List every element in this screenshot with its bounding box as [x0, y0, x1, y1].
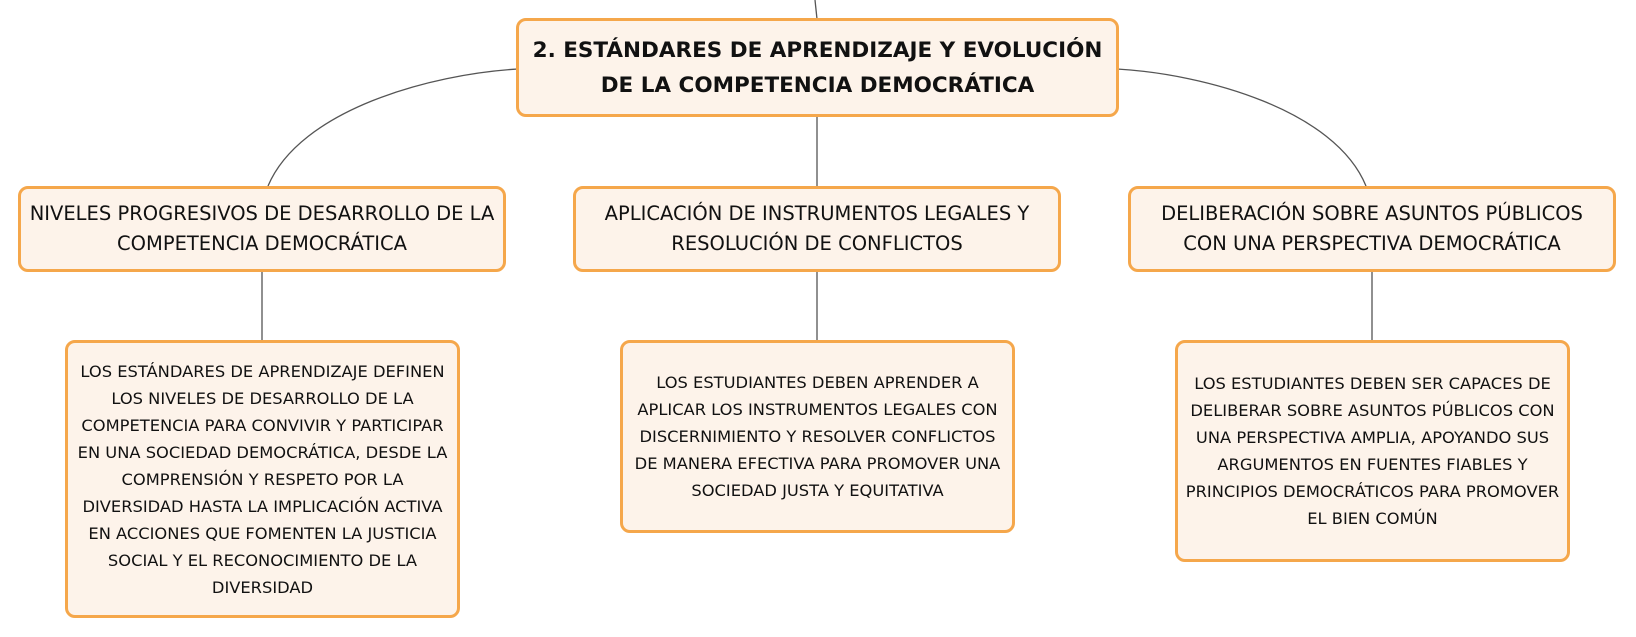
detail-node-2[interactable] [620, 340, 1015, 533]
connector-incoming [815, 0, 817, 19]
branch-node-2-text: APLICACIÓN DE INSTRUMENTOS LEGALES Y RESOLUCIÓN DE CONFLICTOS [604, 202, 1030, 255]
connector-root-to-branch-3 [1117, 69, 1366, 186]
root-node[interactable] [516, 18, 1119, 117]
detail-node-3[interactable] [1175, 340, 1570, 562]
branch-node-2[interactable] [573, 186, 1061, 272]
detail-node-1-text: LOS ESTÁNDARES DE APRENDIZAJE DEFINEN LOS NIVELES DE DESARROLLO DE LA COMPETENCIA PARA CONVIVIR Y PARTICIPAR EN UNA SOCIEDAD DEMOCRÁTICA, DESDE LA COMPRENSIÓN Y RESPETO POR LA DIVERSIDAD HASTA LA IMPLICACIÓN ACTIVA EN ACCIONES QUE FOMENTEN LA JUSTICIA SOCIAL Y EL RECONOCIMIENTO DE LA DIVERSIDAD [77, 361, 448, 597]
connector-root-to-branch-1 [268, 69, 518, 186]
branch-node-3[interactable] [1128, 186, 1616, 272]
detail-node-2-text: LOS ESTUDIANTES DEBEN APRENDER A APLICAR LOS INSTRUMENTOS LEGALES CON DISCERNIMIENTO Y RESOLVER CONFLICTOS DE MANERA EFECTIVA PARA PROMOVER UNA SOCIEDAD JUSTA Y EQUITATIVA [634, 373, 1001, 500]
detail-node-3-text: LOS ESTUDIANTES DEBEN SER CAPACES DE DELIBERAR SOBRE ASUNTOS PÚBLICOS CON UNA PERSPECTIVA AMPLIA, APOYANDO SUS ARGUMENTOS EN FUENTES FIABLES Y PRINCIPIOS DEMOCRÁTICOS PARA PROMOVER EL BIEN COMÚN [1185, 374, 1560, 528]
branch-node-1[interactable] [18, 186, 506, 272]
root-node-text: 2. ESTÁNDARES DE APRENDIZAJE Y EVOLUCIÓN DE LA COMPETENCIA DEMOCRÁTICA [532, 37, 1103, 98]
branch-node-1-text: NIVELES PROGRESIVOS DE DESARROLLO DE LA COMPETENCIA DEMOCRÁTICA [29, 202, 495, 255]
branch-node-3-text: DELIBERACIÓN SOBRE ASUNTOS PÚBLICOS CON UNA PERSPECTIVA DEMOCRÁTICA [1161, 202, 1583, 255]
detail-node-1[interactable] [65, 340, 460, 618]
